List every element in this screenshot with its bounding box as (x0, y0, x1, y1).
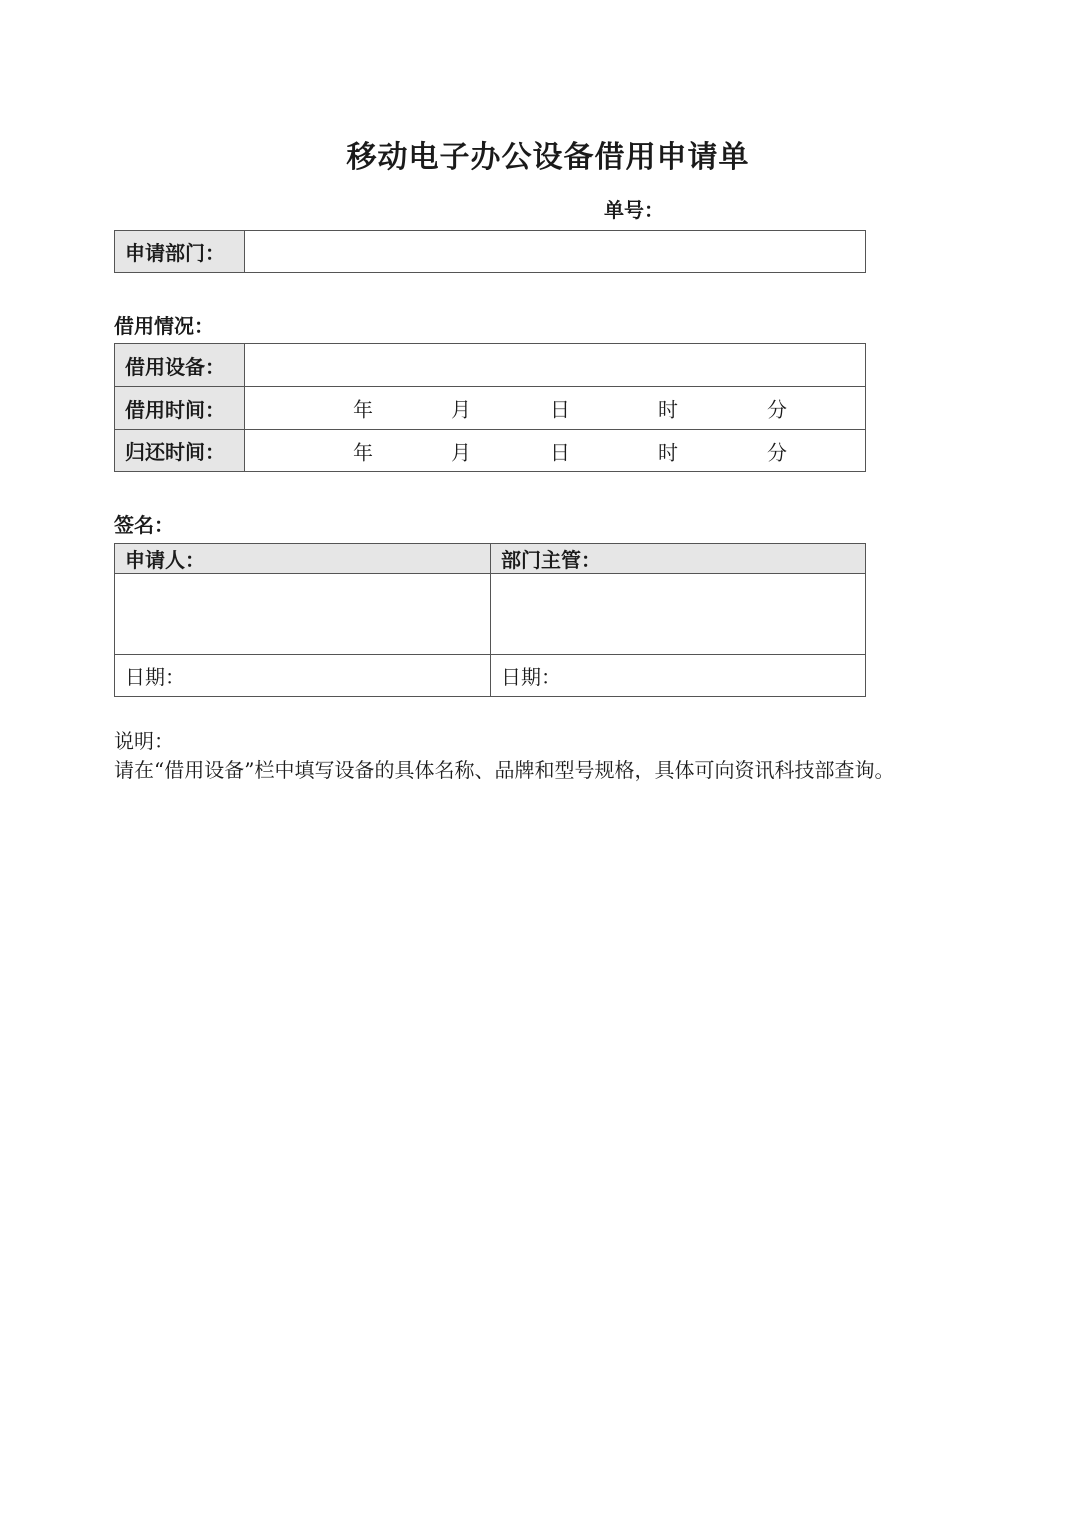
borrow-time-field[interactable] (245, 387, 866, 430)
borrow-year-unit: 年 (353, 397, 373, 422)
borrow-month-unit: 月 (451, 397, 471, 422)
manager-signature-field[interactable] (491, 574, 866, 655)
notes (114, 727, 894, 785)
notes-heading: 说明： (114, 729, 174, 753)
borrow-minute-unit: 分 (767, 397, 787, 422)
borrow-section-heading: 借用情况： (114, 314, 214, 338)
notes-text: 请在“借用设备”栏中填写设备的具体名称、品牌和型号规格，具体可向资讯科技部查询。 (114, 758, 895, 782)
return-time-field[interactable] (245, 430, 866, 472)
applicant-signature-field[interactable] (115, 574, 491, 655)
department-label: 申请部门： (115, 231, 245, 273)
manager-date-field[interactable] (491, 655, 866, 697)
signature-table (114, 543, 866, 697)
device-label: 借用设备： (115, 344, 245, 387)
device-field[interactable] (245, 344, 866, 387)
return-year-unit: 年 (353, 440, 373, 464)
borrow-time-label: 借用时间： (115, 387, 245, 430)
borrow-table (114, 343, 866, 472)
return-month-unit: 月 (451, 440, 471, 464)
return-minute-unit: 分 (767, 440, 787, 464)
return-day-unit: 日 (550, 440, 570, 464)
form-number-label: 单号： (604, 198, 664, 222)
applicant-label: 申请人： (115, 544, 491, 574)
applicant-date-label: 日期： (125, 665, 185, 689)
department-table (114, 230, 866, 273)
manager-date-label: 日期： (501, 665, 561, 689)
department-field[interactable] (245, 231, 866, 273)
borrow-hour-unit: 时 (658, 397, 678, 422)
manager-label: 部门主管： (491, 544, 866, 574)
borrow-day-unit: 日 (550, 397, 570, 422)
page-title: 移动电子办公设备借用申请单 (346, 140, 750, 175)
return-hour-unit: 时 (658, 440, 678, 464)
return-time-label: 归还时间： (115, 430, 245, 472)
signature-section-heading: 签名： (114, 513, 174, 537)
applicant-date-field[interactable] (115, 655, 491, 697)
